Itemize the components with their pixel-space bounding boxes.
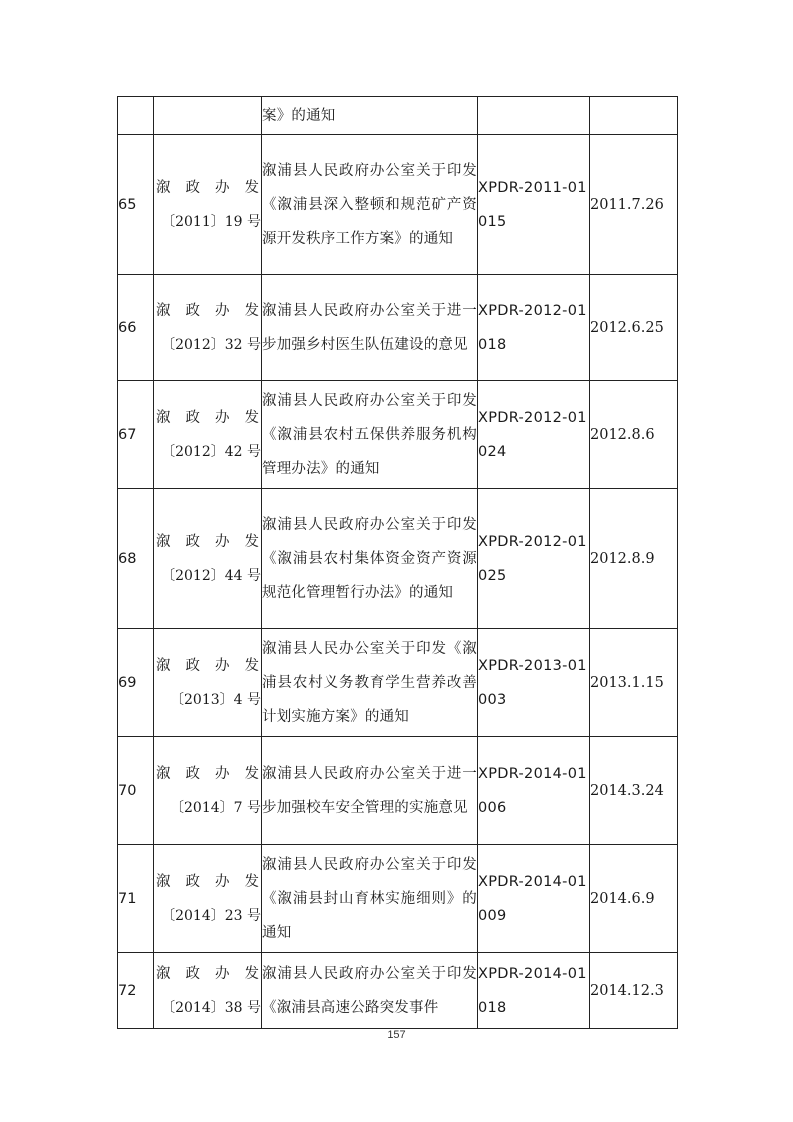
document-number-char: 发 [244, 657, 259, 674]
registration-code-cell: XPDR-2012-01025 [478, 489, 590, 629]
document-number-char: 办 [215, 765, 230, 782]
document-number-char: 办 [215, 179, 230, 196]
document-number-char: 发 [244, 533, 259, 550]
row-number-cell: 65 [118, 135, 154, 275]
issue-date-cell: 2014.12.3 [590, 953, 678, 1029]
document-number-prefix [154, 171, 261, 205]
document-number-suffix: 〔2014〕7 号 [170, 799, 261, 816]
document-number-prefix [154, 757, 261, 791]
document-number-char: 溆 [156, 765, 171, 782]
issue-date-cell: 2013.1.15 [590, 629, 678, 737]
table-row [118, 489, 678, 629]
document-number-cell [154, 953, 262, 1029]
document-number-suffix: 〔2014〕23 号 [161, 907, 261, 924]
document-number-cell [154, 845, 262, 953]
registration-code-cell: XPDR-2014-01006 [478, 737, 590, 845]
document-number-prefix [154, 294, 261, 328]
document-number-suffix: 〔2012〕32 号 [161, 336, 261, 353]
registration-code-cell: XPDR-2012-01018 [478, 275, 590, 381]
issue-date-cell: 2012.6.25 [590, 275, 678, 381]
document-number-char: 溆 [156, 965, 171, 982]
row-number-cell: 68 [118, 489, 154, 629]
document-number-char: 溆 [156, 657, 171, 674]
document-number-prefix [154, 865, 261, 899]
registration-code-cell [478, 97, 590, 135]
document-number-char: 溆 [156, 873, 171, 890]
registration-code-cell: XPDR-2012-01024 [478, 381, 590, 489]
row-number-cell [118, 97, 154, 135]
document-number-suffix: 〔2014〕38 号 [161, 999, 261, 1016]
table-row-continued [118, 97, 678, 135]
document-title-cell: 溆浦县人民政府办公室关于印发《溆浦县高速公路突发事件 [262, 953, 478, 1029]
document-number-prefix [154, 401, 261, 435]
registration-code-cell: XPDR-2014-01018 [478, 953, 590, 1029]
document-title-cell: 案》的通知 [262, 97, 478, 135]
document-title-cell: 溆浦县人民政府办公室关于印发《溆浦县深入整顿和规范矿产资源开发秩序工作方案》的通知 [262, 135, 478, 275]
table-row [118, 275, 678, 381]
document-number-char: 政 [185, 965, 200, 982]
document-number-cell [154, 489, 262, 629]
document-number-char: 政 [185, 302, 200, 319]
row-number-cell: 66 [118, 275, 154, 381]
table-row [118, 135, 678, 275]
issue-date-cell: 2014.6.9 [590, 845, 678, 953]
document-number-cell [154, 97, 262, 135]
document-number-prefix [154, 649, 261, 683]
issue-date-cell: 2012.8.9 [590, 489, 678, 629]
document-number-suffix: 〔2012〕42 号 [161, 443, 261, 460]
document-number-char: 办 [215, 657, 230, 674]
table-row [118, 381, 678, 489]
document-number-suffix: 〔2012〕44 号 [161, 567, 261, 584]
document-number-char: 办 [215, 533, 230, 550]
document-number-char: 发 [244, 302, 259, 319]
document-number-char: 政 [185, 179, 200, 196]
document-index-table [117, 96, 678, 1029]
document-number-char: 政 [185, 409, 200, 426]
document-number-char: 政 [185, 873, 200, 890]
table-row [118, 737, 678, 845]
document-title-cell: 溆浦县人民政府办公室关于印发《溆浦县封山育林实施细则》的通知 [262, 845, 478, 953]
table-row [118, 629, 678, 737]
registration-code-cell: XPDR-2014-01009 [478, 845, 590, 953]
document-number-char: 发 [244, 873, 259, 890]
document-number-cell [154, 381, 262, 489]
issue-date-cell [590, 97, 678, 135]
document-number-char: 发 [244, 409, 259, 426]
document-title-cell: 溆浦县人民政府办公室关于印发《溆浦县农村五保供养服务机构管理办法》的通知 [262, 381, 478, 489]
document-number-char: 溆 [156, 533, 171, 550]
row-number-cell: 71 [118, 845, 154, 953]
document-number-char: 办 [215, 965, 230, 982]
document-number-cell [154, 629, 262, 737]
document-number-prefix [154, 525, 261, 559]
issue-date-cell: 2012.8.6 [590, 381, 678, 489]
document-number-suffix: 〔2011〕19 号 [161, 213, 261, 230]
document-number-char: 办 [215, 873, 230, 890]
table-row [118, 953, 678, 1029]
row-number-cell: 69 [118, 629, 154, 737]
page-number: 157 [387, 1029, 406, 1041]
document-number-char: 发 [244, 179, 259, 196]
document-number-cell [154, 737, 262, 845]
document-title-cell: 溆浦县人民政府办公室关于印发《溆浦县农村集体资金资产资源规范化管理暂行办法》的通知 [262, 489, 478, 629]
document-number-char: 政 [185, 765, 200, 782]
document-number-suffix: 〔2013〕4 号 [170, 691, 261, 708]
registration-code-cell: XPDR-2013-01003 [478, 629, 590, 737]
document-number-char: 发 [244, 965, 259, 982]
document-title-cell: 溆浦县人民政府办公室关于进一步加强校车安全管理的实施意见 [262, 737, 478, 845]
issue-date-cell: 2011.7.26 [590, 135, 678, 275]
document-number-char: 溆 [156, 302, 171, 319]
table-row [118, 845, 678, 953]
row-number-cell: 72 [118, 953, 154, 1029]
document-title-cell: 溆浦县人民政府办公室关于进一步加强乡村医生队伍建设的意见 [262, 275, 478, 381]
document-title-cell: 溆浦县人民办公室关于印发《溆浦县农村义务教育学生营养改善计划实施方案》的通知 [262, 629, 478, 737]
document-number-char: 溆 [156, 409, 171, 426]
row-number-cell: 67 [118, 381, 154, 489]
document-number-char: 政 [185, 657, 200, 674]
document-number-char: 政 [185, 533, 200, 550]
row-number-cell: 70 [118, 737, 154, 845]
registration-code-cell: XPDR-2011-01015 [478, 135, 590, 275]
document-number-char: 发 [244, 765, 259, 782]
document-number-char: 办 [215, 302, 230, 319]
document-number-cell [154, 135, 262, 275]
issue-date-cell: 2014.3.24 [590, 737, 678, 845]
document-number-cell [154, 275, 262, 381]
document-number-char: 溆 [156, 179, 171, 196]
document-number-prefix [154, 957, 261, 991]
document-number-char: 办 [215, 409, 230, 426]
